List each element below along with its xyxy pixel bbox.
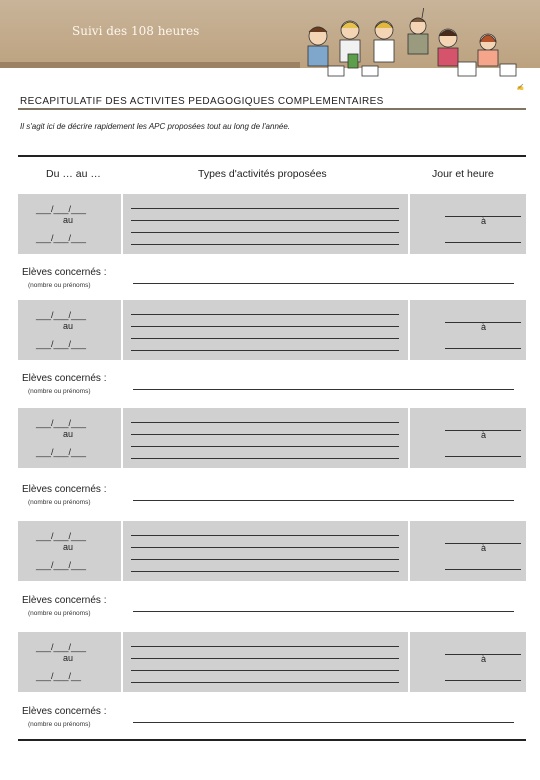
au-label: au	[63, 215, 74, 225]
date-range-cell[interactable]	[18, 408, 121, 468]
activity-line[interactable]	[131, 326, 399, 327]
time-field-line[interactable]	[445, 242, 521, 243]
au-label: au	[63, 321, 74, 331]
end-date-field[interactable]: ___/___/___	[36, 560, 87, 570]
au-label: au	[63, 429, 74, 439]
table-bottom-border	[18, 739, 526, 741]
intro-text: Il s'agit ici de décrire rapidement les APC proposées tout au long de l'année.	[20, 122, 291, 131]
day-time-cell[interactable]	[410, 521, 526, 581]
activity-line[interactable]	[131, 559, 399, 560]
column-header-day-time: Jour et heure	[432, 168, 494, 180]
activity-line[interactable]	[131, 670, 399, 671]
activity-line[interactable]	[131, 208, 399, 209]
activity-line[interactable]	[131, 682, 399, 683]
table-top-border	[18, 155, 526, 157]
start-date-field[interactable]: ___/___/___	[36, 531, 87, 541]
activity-line[interactable]	[131, 434, 399, 435]
time-field-line[interactable]	[445, 348, 521, 349]
start-date-field[interactable]: ___/___/___	[36, 310, 87, 320]
start-date-field[interactable]: ___/___/___	[36, 204, 87, 214]
a-label: à	[481, 216, 487, 226]
section-title: RECAPITULATIF DES ACTIVITES PEDAGOGIQUES COMPLEMENTAIRES	[20, 96, 384, 107]
a-label: à	[481, 430, 487, 440]
a-label: à	[481, 654, 487, 664]
time-field-line[interactable]	[445, 569, 521, 570]
students-concerned-hint: (nombre ou prénoms)	[28, 610, 91, 617]
students-concerned-hint: (nombre ou prénoms)	[28, 499, 91, 506]
date-range-cell[interactable]	[18, 521, 121, 581]
activity-line[interactable]	[131, 232, 399, 233]
column-header-activity-types: Types d'activités proposées	[198, 168, 327, 180]
time-field-line[interactable]	[445, 680, 521, 681]
students-concerned-field[interactable]	[133, 611, 514, 612]
activity-line[interactable]	[131, 658, 399, 659]
date-range-cell[interactable]	[18, 300, 121, 360]
students-concerned-field[interactable]	[133, 722, 514, 723]
end-date-field[interactable]: ___/___/___	[36, 233, 87, 243]
apc-entry-5	[18, 632, 526, 692]
banner-stripe	[0, 62, 300, 68]
students-concerned-hint: (nombre ou prénoms)	[28, 282, 91, 289]
students-concerned-field[interactable]	[133, 389, 514, 390]
activity-line[interactable]	[131, 350, 399, 351]
activity-line[interactable]	[131, 338, 399, 339]
students-concerned-label: Elèves concernés :	[22, 484, 107, 495]
activity-line[interactable]	[131, 422, 399, 423]
activity-line[interactable]	[131, 571, 399, 572]
activity-line[interactable]	[131, 646, 399, 647]
end-date-field[interactable]: ___/___/___	[36, 447, 87, 457]
activity-line[interactable]	[131, 458, 399, 459]
students-concerned-label: Elèves concernés :	[22, 267, 107, 278]
children-illustration	[298, 8, 528, 86]
activity-line[interactable]	[131, 446, 399, 447]
au-label: au	[63, 542, 74, 552]
day-time-cell[interactable]	[410, 408, 526, 468]
activity-line[interactable]	[131, 547, 399, 548]
au-label: au	[63, 653, 74, 663]
apc-entry-3	[18, 408, 526, 468]
start-date-field[interactable]: ___/___/___	[36, 418, 87, 428]
day-time-cell[interactable]	[410, 632, 526, 692]
activity-types-cell[interactable]	[123, 194, 408, 254]
end-date-field[interactable]: ___/___/___	[36, 339, 87, 349]
end-date-field[interactable]: ___/___/__	[36, 671, 82, 681]
activity-line[interactable]	[131, 244, 399, 245]
students-concerned-field[interactable]	[133, 283, 514, 284]
title-underline	[18, 108, 526, 110]
date-range-cell[interactable]	[18, 632, 121, 692]
students-concerned-label: Elèves concernés :	[22, 373, 107, 384]
day-time-cell[interactable]	[410, 194, 526, 254]
date-range-cell[interactable]	[18, 194, 121, 254]
day-time-cell[interactable]	[410, 300, 526, 360]
a-label: à	[481, 322, 487, 332]
a-label: à	[481, 543, 487, 553]
apc-entry-4	[18, 521, 526, 581]
activity-types-cell[interactable]	[123, 408, 408, 468]
students-concerned-hint: (nombre ou prénoms)	[28, 388, 91, 395]
start-date-field[interactable]: ___/___/___	[36, 642, 87, 652]
students-concerned-label: Elèves concernés :	[22, 595, 107, 606]
activity-types-cell[interactable]	[123, 300, 408, 360]
illustrator-signature: ✍	[516, 85, 524, 91]
activity-line[interactable]	[131, 314, 399, 315]
activity-line[interactable]	[131, 220, 399, 221]
time-field-line[interactable]	[445, 456, 521, 457]
activity-types-cell[interactable]	[123, 521, 408, 581]
students-concerned-label: Elèves concernés :	[22, 706, 107, 717]
apc-entry-1	[18, 194, 526, 254]
activity-line[interactable]	[131, 535, 399, 536]
students-concerned-field[interactable]	[133, 500, 514, 501]
banner-title: Suivi des 108 heures	[72, 24, 200, 38]
apc-entry-2	[18, 300, 526, 360]
activity-types-cell[interactable]	[123, 632, 408, 692]
students-concerned-hint: (nombre ou prénoms)	[28, 721, 91, 728]
column-header-dates: Du … au …	[46, 168, 101, 180]
